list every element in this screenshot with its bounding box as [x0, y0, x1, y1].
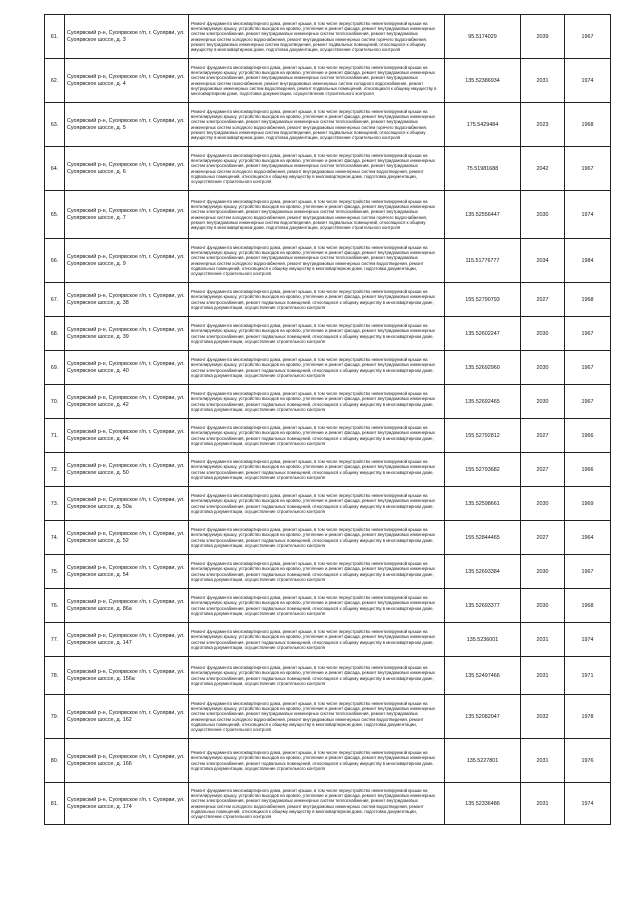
build-year: 1967 [565, 385, 611, 419]
area-value: 95.5174029 [445, 15, 521, 59]
works-list-cell: Ремонт фундамента многоквартирного дома, ремонт крыши, в том числе переустройство невентилируемой крыши на вентилируемую крышу, устройство выходов на кровлю, утепление и ремонт фасада, ремонт внутридомовых инженерных систем электроснабжения, ремонт подвальных помещений, относящихся к общему имуществу в многоквартирном доме, подготовка документации, осуществление строительного контроля [189, 555, 445, 589]
table-row [45, 419, 611, 453]
build-year: 1978 [565, 695, 611, 739]
table-row [45, 695, 611, 739]
address-cell: Суоярвский р-н, Суоярвское г/п, г. Суоярви, ул. Суоярвское шоссе, д. 6 [65, 147, 189, 191]
works-list-cell: Ремонт фундамента многоквартирного дома, ремонт крыши, в том числе переустройство невентилируемой крыши на вентилируемую крышу, устройство выходов на кровлю, утепление и ремонт фасада, ремонт внутридомовых инженерных систем электроснабжения, ремонт подвальных помещений, относящихся к общему имуществу в многоквартирном доме, подготовка документации, осуществление строительного контроля [189, 657, 445, 695]
build-year: 1967 [565, 351, 611, 385]
planned-year: 2030 [521, 351, 565, 385]
row-number: 74. [45, 521, 65, 555]
area-value: 135.52598661 [445, 487, 521, 521]
row-number: 63. [45, 103, 65, 147]
works-list-cell: Ремонт фундамента многоквартирного дома, ремонт крыши, в том числе переустройство невентилируемой крыши на вентилируемую крышу, устройство выходов на кровлю, утепление и ремонт фасада, ремонт внутридомовых инженерных систем электроснабжения, ремонт внутридомовых инженерных систем теплоснабжения, ремонт внутридомовых инженерных систем газоснабжения, ремонт внутридомовых инженерных систем холодного водоснабжения, ремонт внутридомовых инженерных систем водоотведения, ремонт подвальных помещений, относящихся к общему имуществу в многоквартирном доме, подготовка документации, осуществление строительного контроля [189, 59, 445, 103]
area-value: 155.52844465 [445, 521, 521, 555]
table-row [45, 783, 611, 825]
row-number: 61. [45, 15, 65, 59]
table-row [45, 103, 611, 147]
planned-year: 2039 [521, 15, 565, 59]
works-list-cell: Ремонт фундамента многоквартирного дома, ремонт крыши, в том числе переустройство невентилируемой крыши на вентилируемую крышу, устройство выходов на кровлю, утепление и ремонт фасада, ремонт внутридомовых инженерных систем электроснабжения, ремонт внутридомовых инженерных систем теплоснабжения, ремонт внутридомовых инженерных систем холодного водоснабжения, ремонт внутридомовых инженерных систем горячего водоснабжения, ремонт внутридомовых инженерных систем водоотведения, ремонт подвальных помещений, относящихся к общему имуществу в многоквартирном доме, подготовка документации, осуществление строительного контроля [189, 15, 445, 59]
table-body [45, 15, 611, 825]
build-year: 1967 [565, 15, 611, 59]
table-row [45, 623, 611, 657]
table-row [45, 555, 611, 589]
works-list-cell: Ремонт фундамента многоквартирного дома, ремонт крыши, в том числе переустройство невентилируемой крыши на вентилируемую крышу, устройство выходов на кровлю, утепление и ремонт фасада, ремонт внутридомовых инженерных систем электроснабжения, ремонт подвальных помещений, относящихся к общему имуществу в многоквартирном доме, подготовка документации, осуществление строительного контроля [189, 739, 445, 783]
area-value: 155.52790793 [445, 283, 521, 317]
area-value: 135.52692960 [445, 351, 521, 385]
area-value: 135.5227801 [445, 739, 521, 783]
works-list-cell: Ремонт фундамента многоквартирного дома, ремонт крыши, в том числе переустройство невентилируемой крыши на вентилируемую крышу, устройство выходов на кровлю, утепление и ремонт фасада, ремонт внутридомовых инженерных систем электроснабжения, ремонт внутридомовых инженерных систем теплоснабжения, ремонт внутридомовых инженерных систем холодного водоснабжения, ремонт внутридомовых инженерных систем водоотведения, ремонт подвальных помещений, относящихся к общему имуществу в многоквартирном доме, подготовка документации, осуществление строительного контроля [189, 239, 445, 283]
address-cell: Суоярвский р-н, Суоярвское г/п, г. Суоярви, ул. Суоярвское шоссе, д. 4 [65, 59, 189, 103]
build-year: 1974 [565, 623, 611, 657]
planned-year: 2030 [521, 589, 565, 623]
works-list-cell: Ремонт фундамента многоквартирного дома, ремонт крыши, в том числе переустройство невентилируемой крыши на вентилируемую крышу, устройство выходов на кровлю, утепление и ремонт фасада, ремонт внутридомовых инженерных систем электроснабжения, ремонт подвальных помещений, относящихся к общему имуществу в многоквартирном доме, подготовка документации, осуществление строительного контроля [189, 419, 445, 453]
area-value: 135.52692465 [445, 385, 521, 419]
address-cell: Суоярвский р-н, Суоярвское г/п, г. Суоярви, ул. Суоярвское шоссе, д. 166 [65, 739, 189, 783]
planned-year: 2031 [521, 783, 565, 825]
table-row [45, 317, 611, 351]
row-number: 80. [45, 739, 65, 783]
works-list-cell: Ремонт фундамента многоквартирного дома, ремонт крыши, в том числе переустройство невентилируемой крыши на вентилируемую крышу, устройство выходов на кровлю, утепление и ремонт фасада, ремонт внутридомовых инженерных систем электроснабжения, ремонт подвальных помещений, относящихся к общему имуществу в многоквартирном доме, подготовка документации, осуществление строительного контроля [189, 487, 445, 521]
address-cell: Суоярвский р-н, Суоярвское г/п, г. Суоярви, ул. Суоярвское шоссе, д. 50 [65, 453, 189, 487]
works-list-cell: Ремонт фундамента многоквартирного дома, ремонт крыши, в том числе переустройство невентилируемой крыши на вентилируемую крышу, устройство выходов на кровлю, утепление и ремонт фасада, ремонт внутридомовых инженерных систем электроснабжения, ремонт внутридомовых инженерных систем теплоснабжения, ремонт внутридомовых инженерных систем холодного водоснабжения, ремонт внутридомовых инженерных систем водоотведения, ремонт подвальных помещений, относящихся к общему имуществу в многоквартирном доме, подготовка документации, осуществление строительного контроля [189, 783, 445, 825]
row-number: 76. [45, 589, 65, 623]
works-list-cell: Ремонт фундамента многоквартирного дома, ремонт крыши, в том числе переустройство невентилируемой крыши на вентилируемую крышу, устройство выходов на кровлю, утепление и ремонт фасада, ремонт внутридомовых инженерных систем электроснабжения, ремонт подвальных помещений, относящихся к общему имуществу в многоквартирном доме, подготовка документации, осуществление строительного контроля [189, 283, 445, 317]
area-value: 135.52386934 [445, 59, 521, 103]
planned-year: 2031 [521, 623, 565, 657]
address-cell: Суоярвский р-н, Суоярвское г/п, г. Суоярви, ул. Суоярвское шоссе, д. 39 [65, 317, 189, 351]
row-number: 78. [45, 657, 65, 695]
table-row [45, 589, 611, 623]
area-value: 135.52082047 [445, 695, 521, 739]
row-number: 77. [45, 623, 65, 657]
planned-year: 2042 [521, 147, 565, 191]
works-list-cell: Ремонт фундамента многоквартирного дома, ремонт крыши, в том числе переустройство невентилируемой крыши на вентилируемую крышу, устройство выходов на кровлю, утепление и ремонт фасада, ремонт внутридомовых инженерных систем электроснабжения, ремонт внутридомовых инженерных систем теплоснабжения, ремонт внутридомовых инженерных систем холодного водоснабжения, ремонт внутридомовых инженерных систем водоотведения, ремонт подвальных помещений, относящихся к общему имуществу в многоквартирном доме, подготовка документации, осуществление строительного контроля [189, 147, 445, 191]
table-row [45, 283, 611, 317]
area-value: 155.52792812 [445, 419, 521, 453]
area-value: 135.52497466 [445, 657, 521, 695]
build-year: 1968 [565, 103, 611, 147]
row-number: 62. [45, 59, 65, 103]
build-year: 1967 [565, 317, 611, 351]
area-value: 135.52336486 [445, 783, 521, 825]
table-row [45, 191, 611, 239]
area-value: 135.52556447 [445, 191, 521, 239]
address-cell: Суоярвский р-н, Суоярвское г/п, г. Суоярви, ул. Суоярвское шоссе, д. 5 [65, 103, 189, 147]
row-number: 71. [45, 419, 65, 453]
planned-year: 2030 [521, 555, 565, 589]
address-cell: Суоярвский р-н, Суоярвское г/п, г. Суоярви, ул. Суоярвское шоссе, д. 86а [65, 589, 189, 623]
address-cell: Суоярвский р-н, Суоярвское г/п, г. Суоярви, ул. Суоярвское шоссе, д. 174 [65, 783, 189, 825]
planned-year: 2031 [521, 739, 565, 783]
row-number: 79. [45, 695, 65, 739]
planned-year: 2027 [521, 453, 565, 487]
row-number: 66. [45, 239, 65, 283]
row-number: 68. [45, 317, 65, 351]
address-cell: Суоярвский р-н, Суоярвское г/п, г. Суоярви, ул. Суоярвское шоссе, д. 52 [65, 521, 189, 555]
row-number: 65. [45, 191, 65, 239]
planned-year: 2031 [521, 59, 565, 103]
works-list-cell: Ремонт фундамента многоквартирного дома, ремонт крыши, в том числе переустройство невентилируемой крыши на вентилируемую крышу, устройство выходов на кровлю, утепление и ремонт фасада, ремонт внутридомовых инженерных систем электроснабжения, ремонт внутридомовых инженерных систем теплоснабжения, ремонт внутридомовых инженерных систем холодного водоснабжения, ремонт внутридомовых инженерных систем горячего водоснабжения, ремонт внутридомовых инженерных систем водоотведения, ремонт подвальных помещений, относящихся к общему имуществу в многоквартирном доме, подготовка документации, осуществление строительного контроля [189, 103, 445, 147]
table-row [45, 15, 611, 59]
address-cell: Суоярвский р-н, Суоярвское г/п, г. Суоярви, ул. Суоярвское шоссе, д. 7 [65, 191, 189, 239]
works-list-cell: Ремонт фундамента многоквартирного дома, ремонт крыши, в том числе переустройство невентилируемой крыши на вентилируемую крышу, устройство выходов на кровлю, утепление и ремонт фасада, ремонт внутридомовых инженерных систем электроснабжения, ремонт подвальных помещений, относящихся к общему имуществу в многоквартирном доме, подготовка документации, осуществление строительного контроля [189, 385, 445, 419]
build-year: 1974 [565, 59, 611, 103]
area-value: 135.52693377 [445, 589, 521, 623]
works-list-cell: Ремонт фундамента многоквартирного дома, ремонт крыши, в том числе переустройство невентилируемой крыши на вентилируемую крышу, устройство выходов на кровлю, утепление и ремонт фасада, ремонт внутридомовых инженерных систем электроснабжения, ремонт подвальных помещений, относящихся к общему имуществу в многоквартирном доме, подготовка документации, осуществление строительного контроля [189, 351, 445, 385]
table-row [45, 147, 611, 191]
table-row [45, 521, 611, 555]
works-list-cell: Ремонт фундамента многоквартирного дома, ремонт крыши, в том числе переустройство невентилируемой крыши на вентилируемую крышу, устройство выходов на кровлю, утепление и ремонт фасада, ремонт внутридомовых инженерных систем электроснабжения, ремонт подвальных помещений, относящихся к общему имуществу в многоквартирном доме, подготовка документации, осуществление строительного контроля [189, 589, 445, 623]
row-number: 67. [45, 283, 65, 317]
works-list-cell: Ремонт фундамента многоквартирного дома, ремонт крыши, в том числе переустройство невентилируемой крыши на вентилируемую крышу, устройство выходов на кровлю, утепление и ремонт фасада, ремонт внутридомовых инженерных систем электроснабжения, ремонт подвальных помещений, относящихся к общему имуществу в многоквартирном доме, подготовка документации, осуществление строительного контроля [189, 521, 445, 555]
build-year: 1969 [565, 487, 611, 521]
row-number: 64. [45, 147, 65, 191]
area-value: 75.51981688 [445, 147, 521, 191]
build-year: 1966 [565, 419, 611, 453]
address-cell: Суоярвский р-н, Суоярвское г/п, г. Суоярви, ул. Суоярвское шоссе, д. 38 [65, 283, 189, 317]
build-year: 1964 [565, 521, 611, 555]
row-number: 69. [45, 351, 65, 385]
build-year: 1976 [565, 739, 611, 783]
planned-year: 2030 [521, 487, 565, 521]
address-cell: Суоярвский р-н, Суоярвское г/п, г. Суоярви, ул. Суоярвское шоссе, д. 3 [65, 15, 189, 59]
planned-year: 2027 [521, 283, 565, 317]
row-number: 70. [45, 385, 65, 419]
table-row [45, 351, 611, 385]
build-year: 1967 [565, 147, 611, 191]
address-cell: Суоярвский р-н, Суоярвское г/п, г. Суоярви, ул. Суоярвское шоссе, д. 162 [65, 695, 189, 739]
planned-year: 2023 [521, 103, 565, 147]
planned-year: 2031 [521, 657, 565, 695]
row-number: 73. [45, 487, 65, 521]
address-cell: Суоярвский р-н, Суоярвское г/п, г. Суоярви, ул. Суоярвское шоссе, д. 156а [65, 657, 189, 695]
area-value: 155.52793682 [445, 453, 521, 487]
table-row [45, 239, 611, 283]
build-year: 1968 [565, 283, 611, 317]
table-row [45, 59, 611, 103]
address-cell: Суоярвский р-н, Суоярвское г/п, г. Суоярви, ул. Суоярвское шоссе, д. 50а [65, 487, 189, 521]
repair-program-table [44, 14, 611, 825]
row-number: 72. [45, 453, 65, 487]
area-value: 175.5429484 [445, 103, 521, 147]
build-year: 1966 [565, 453, 611, 487]
address-cell: Суоярвский р-н, Суоярвское г/п, г. Суоярви, ул. Суоярвское шоссе, д. 9 [65, 239, 189, 283]
planned-year: 2030 [521, 191, 565, 239]
document-page [44, 14, 610, 825]
planned-year: 2032 [521, 695, 565, 739]
row-number: 75. [45, 555, 65, 589]
table-row [45, 487, 611, 521]
area-value: 135.52693384 [445, 555, 521, 589]
address-cell: Суоярвский р-н, Суоярвское г/п, г. Суоярви, ул. Суоярвское шоссе, д. 54 [65, 555, 189, 589]
planned-year: 2034 [521, 239, 565, 283]
works-list-cell: Ремонт фундамента многоквартирного дома, ремонт крыши, в том числе переустройство невентилируемой крыши на вентилируемую крышу, устройство выходов на кровлю, утепление и ремонт фасада, ремонт внутридомовых инженерных систем электроснабжения, ремонт подвальных помещений, относящихся к общему имуществу в многоквартирном доме, подготовка документации, осуществление строительного контроля [189, 623, 445, 657]
table-row [45, 657, 611, 695]
table-row [45, 739, 611, 783]
row-number: 81. [45, 783, 65, 825]
works-list-cell: Ремонт фундамента многоквартирного дома, ремонт крыши, в том числе переустройство невентилируемой крыши на вентилируемую крышу, устройство выходов на кровлю, утепление и ремонт фасада, ремонт внутридомовых инженерных систем электроснабжения, ремонт внутридомовых инженерных систем теплоснабжения, ремонт внутридомовых инженерных систем холодного водоснабжения, ремонт внутридомовых инженерных систем горячего водоснабжения, ремонт внутридомовых инженерных систем водоотведения, ремонт подвальных помещений, относящихся к общему имуществу в многоквартирном доме, подготовка документации, осуществление строительного контроля [189, 191, 445, 239]
planned-year: 2027 [521, 521, 565, 555]
build-year: 1974 [565, 191, 611, 239]
build-year: 1968 [565, 589, 611, 623]
table-row [45, 385, 611, 419]
area-value: 115.51776777 [445, 239, 521, 283]
planned-year: 2030 [521, 317, 565, 351]
address-cell: Суоярвский р-н, Суоярвское г/п, г. Суоярви, ул. Суоярвское шоссе, д. 44 [65, 419, 189, 453]
build-year: 1967 [565, 555, 611, 589]
build-year: 1971 [565, 657, 611, 695]
works-list-cell: Ремонт фундамента многоквартирного дома, ремонт крыши, в том числе переустройство невентилируемой крыши на вентилируемую крышу, устройство выходов на кровлю, утепление и ремонт фасада, ремонт внутридомовых инженерных систем электроснабжения, ремонт подвальных помещений, относящихся к общему имуществу в многоквартирном доме, подготовка документации, осуществление строительного контроля [189, 317, 445, 351]
planned-year: 2030 [521, 385, 565, 419]
works-list-cell: Ремонт фундамента многоквартирного дома, ремонт крыши, в том числе переустройство невентилируемой крыши на вентилируемую крышу, устройство выходов на кровлю, утепление и ремонт фасада, ремонт внутридомовых инженерных систем электроснабжения, ремонт внутридомовых инженерных систем теплоснабжения, ремонт внутридомовых инженерных систем холодного водоснабжения, ремонт внутридомовых инженерных систем водоотведения, ремонт подвальных помещений, относящихся к общему имуществу в многоквартирном доме, подготовка документации, осуществление строительного контроля [189, 695, 445, 739]
planned-year: 2027 [521, 419, 565, 453]
address-cell: Суоярвский р-н, Суоярвское г/п, г. Суоярви, ул. Суоярвское шоссе, д. 42 [65, 385, 189, 419]
area-value: 135.52602247 [445, 317, 521, 351]
area-value: 135.5236001 [445, 623, 521, 657]
build-year: 1984 [565, 239, 611, 283]
build-year: 1974 [565, 783, 611, 825]
address-cell: Суоярвский р-н, Суоярвское г/п, г. Суоярви, ул. Суоярвское шоссе, д. 147 [65, 623, 189, 657]
table-row [45, 453, 611, 487]
address-cell: Суоярвский р-н, Суоярвское г/п, г. Суоярви, ул. Суоярвское шоссе, д. 40 [65, 351, 189, 385]
works-list-cell: Ремонт фундамента многоквартирного дома, ремонт крыши, в том числе переустройство невентилируемой крыши на вентилируемую крышу, устройство выходов на кровлю, утепление и ремонт фасада, ремонт внутридомовых инженерных систем электроснабжения, ремонт подвальных помещений, относящихся к общему имуществу в многоквартирном доме, подготовка документации, осуществление строительного контроля [189, 453, 445, 487]
